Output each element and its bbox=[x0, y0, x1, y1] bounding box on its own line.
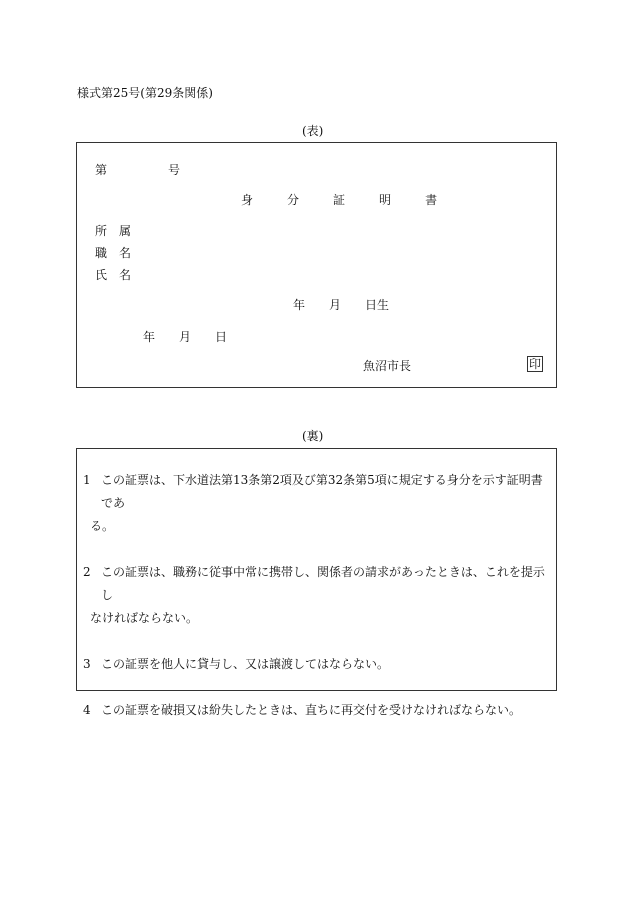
clause-line: この証票を破損又は紛失したときは、直ちに再交付を受けなければならない。 bbox=[101, 703, 522, 717]
issue-date-line: 年 月 日 bbox=[143, 330, 228, 344]
certificate-back bbox=[76, 448, 557, 717]
clause-list bbox=[83, 469, 553, 745]
clause-text bbox=[90, 561, 553, 630]
clause-number: 4 bbox=[83, 703, 91, 717]
clause-item bbox=[83, 561, 553, 630]
title-char: 分 bbox=[287, 193, 300, 207]
clause-number: 1 bbox=[83, 473, 91, 487]
clause-number: 3 bbox=[83, 657, 91, 671]
clause-text bbox=[90, 469, 553, 538]
clause-line-continued: る。 bbox=[90, 519, 115, 533]
issuer-name: 魚沼市長 bbox=[363, 359, 412, 373]
certificate-front bbox=[76, 142, 557, 388]
form-title: 様式第25号(第29条関係) bbox=[77, 86, 213, 100]
name-label: 氏 名 bbox=[95, 268, 132, 282]
clause-text bbox=[101, 699, 553, 722]
title-char: 書 bbox=[425, 193, 438, 207]
title-char: 明 bbox=[379, 193, 392, 207]
seal-stamp: 印 bbox=[528, 357, 541, 371]
certificate-number-prefix: 第 bbox=[95, 163, 108, 177]
certificate-title bbox=[241, 191, 437, 208]
clause-number: 2 bbox=[83, 565, 91, 579]
front-side-label: (表) bbox=[302, 124, 324, 138]
clause-line: この証票は、下水道法第13条第2項及び第32条第5項に規定する身分を示す証明書であ bbox=[101, 473, 543, 510]
clause-line: この証票を他人に貸与し、又は譲渡してはならない。 bbox=[101, 657, 390, 671]
affiliation-label: 所 属 bbox=[95, 224, 132, 238]
clause-line: この証票は、職務に従事中常に携帯し、関係者の請求があったときは、これを提示し bbox=[101, 565, 545, 602]
back-side-label: (裏) bbox=[302, 429, 324, 443]
clause-item bbox=[83, 699, 553, 722]
clause-line-continued: なければならない。 bbox=[90, 611, 199, 625]
title-char: 証 bbox=[333, 193, 346, 207]
clause-item bbox=[83, 653, 553, 676]
clause-text bbox=[101, 653, 553, 676]
birthdate-line: 年 月 日生 bbox=[293, 298, 390, 312]
clause-item bbox=[83, 469, 553, 538]
job-title-label: 職 名 bbox=[95, 246, 132, 260]
title-char: 身 bbox=[241, 193, 254, 207]
certificate-number-suffix: 号 bbox=[168, 163, 181, 177]
